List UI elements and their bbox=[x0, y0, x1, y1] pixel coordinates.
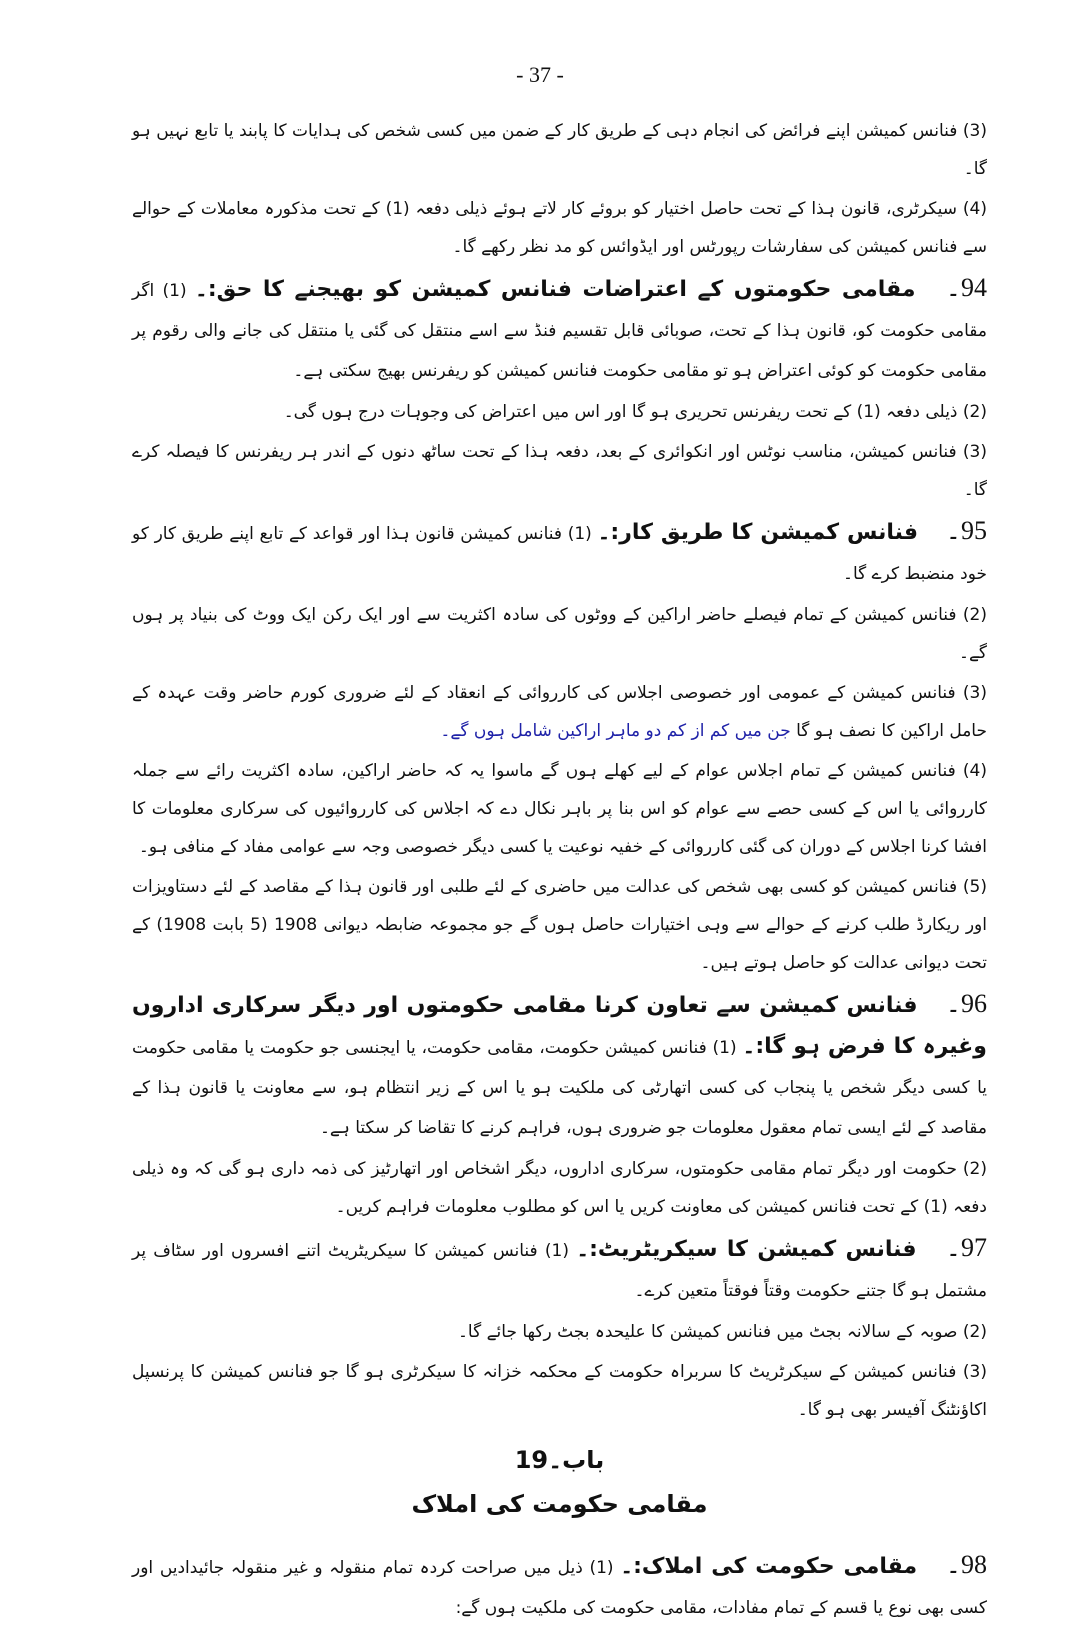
section-97 bbox=[132, 1228, 987, 1311]
clause-95-2: (2) فنانس کمیشن کے تمام فیصلے حاضر اراکین کے ووٹوں کی سادہ اکثریت سے اور ایک رکن ایک ووٹ کی بنیاد پر ہوں گے۔ bbox=[132, 605, 987, 663]
section-title: مقامی حکومتوں کے اعتراضات فنانس کمیشن کو بھیجنے کا حق:۔ bbox=[194, 277, 916, 302]
clause-95-5: (5) فنانس کمیشن کو کسی بھی شخص کی عدالت میں حاضری کے لئے طلبی اور قانون ہذا کے مقاصد کے لئے دستاویزات اور ریکارڈ طلب کرنے کے حوالے سے وہی اختیارات حاصل ہوں گے جو مجموعہ ضابطہ دیوانی 1908 (5 بابت 1908) کے تحت دیوانی عدالت کو حاصل ہوتے ہیں۔ bbox=[132, 877, 987, 973]
clause-93-3: (3) فنانس کمیشن اپنے فرائض کی انجام دہی کے طریق کار کے ضمن میں کسی شخص کی ہدایات کا پابند یا تابع نہیں ہو گا۔ bbox=[132, 121, 987, 179]
section-95 bbox=[132, 511, 987, 594]
section-number: 94۔ bbox=[945, 273, 988, 302]
section-number: 96۔ bbox=[945, 989, 988, 1018]
section-text: (1) اگر مقامی حکومت کو، قانون ہذا کے تحت، صوبائی قابل تقسیم فنڈ سے اسے منتقل کی گئی یا منتقل کی جانے والی رقوم پر مقامی حکومت کو کوئی اعتراض ہو تو مقامی حکومت فنانس کمیشن کو ریفرنس بھیج سکتی ہے۔ bbox=[132, 281, 987, 381]
section-number: 98۔ bbox=[945, 1550, 987, 1579]
page-number: - 37 - bbox=[516, 62, 564, 87]
section-text: (1) فنانس کمیشن حکومت، مقامی حکومت، یا ایجنسی جو حکومت یا مقامی حکومت یا کسی دیگر شخص یا پنجاب کی کسی اتھارٹی کی ملکیت ہو یا اس کے زیر انتظام ہو، سے معاونت یا قانون ہذا کے مقاصد کے لئے ایسی تمام معقول معلومات جو ضروری ہوں، فراہم کرنے کا تقاضا کر سکتا ہے۔ bbox=[132, 1038, 987, 1138]
clause-97-2: (2) صوبہ کے سالانہ بجٹ میں فنانس کمیشن کا علیحدہ بجٹ رکھا جائے گا۔ bbox=[457, 1322, 987, 1342]
section-96 bbox=[132, 984, 987, 1148]
section-94 bbox=[132, 268, 987, 391]
section-number: 97۔ bbox=[945, 1233, 987, 1262]
clause-95-3 bbox=[132, 674, 987, 750]
clause-text: (3) فنانس کمیشن کے عمومی اور خصوصی اجلاس کی کارروائی کے انعقاد کے لئے ضروری کورم حاضر وقت عہدہ کے حامل اراکین کا نصف ہو گا bbox=[132, 683, 987, 741]
document-body bbox=[132, 112, 987, 1630]
clause-95-4: (4) فنانس کمیشن کے تمام اجلاس عوام کے لیے کھلے ہوں گے ماسوا یہ کہ حاضر اراکین، سادہ اکثریت رائے سے جملہ کارروائی یا اس کے کسی حصے سے عوام کو اس بنا پر باہر نکال دے کہ اجلاس کی کارروائیوں کی سرکاری معلومات کا افشا کرنا اجلاس کے دوران کی گئی کارروائی کے خفیہ نوعیت یا کسی دیگر خصوصی وجہ سے عوامی مفاد کے منافی ہو۔ bbox=[132, 761, 987, 857]
section-title: مقامی حکومت کی املاک:۔ bbox=[620, 1554, 918, 1579]
clause-94-2: (2) ذیلی دفعہ (1) کے تحت ریفرنس تحریری ہو گا اور اس میں اعتراض کی وجوہات درج ہوں گی۔ bbox=[283, 402, 987, 422]
amended-text-highlight: جن میں کم از کم دو ماہر اراکین شامل ہوں گے۔ bbox=[440, 721, 791, 741]
section-text: (1) ذیل میں صراحت کردہ تمام منقولہ و غیر منقولہ جائیدادیں اور کسی بھی نوع یا قسم کے تمام مفادات، مقامی حکومت کی ملکیت ہوں گے: bbox=[132, 1558, 987, 1618]
chapter-title: مقامی حکومت کی املاک bbox=[411, 1490, 708, 1518]
clause-93-4: (4) سیکرٹری، قانون ہذا کے تحت حاصل اختیار کو بروئے کار لاتے ہوئے ذیلی دفعہ (1) کے تحت مذکورہ معاملات کے حوالے سے فنانس کمیشن کی سفارشات رپورٹس اور ایڈوائس کو مد نظر رکھے گا۔ bbox=[132, 199, 987, 257]
clause-94-3: (3) فنانس کمیشن، مناسب نوٹس اور انکوائری کے بعد، دفعہ ہذا کے تحت ساٹھ دنوں کے اندر ہر ریفرنس کا فیصلہ کرے گا۔ bbox=[132, 442, 987, 500]
section-text: (1) فنانس کمیشن کا سیکریٹریٹ اتنے افسروں اور سٹاف پر مشتمل ہو گا جتنے حکومت وقتاً فوقتاً متعین کرے۔ bbox=[132, 1241, 987, 1301]
section-98 bbox=[132, 1545, 987, 1628]
section-number: 95۔ bbox=[945, 516, 988, 545]
section-text: (1) فنانس کمیشن قانون ہذا اور قواعد کے تابع اپنے طریق کار کو خود منضبط کرے گا۔ bbox=[132, 524, 987, 584]
section-title: فنانس کمیشن سے تعاون کرنا مقامی حکومتوں اور دیگر سرکاری اداروں وغیرہ کا فرض ہو گا:۔ bbox=[132, 993, 987, 1059]
chapter-heading bbox=[132, 1439, 987, 1527]
section-title: فنانس کمیشن کا سیکریٹریٹ:۔ bbox=[576, 1237, 917, 1262]
section-title: فنانس کمیشن کا طریق کار:۔ bbox=[597, 520, 919, 545]
chapter-number: باب۔19 bbox=[514, 1446, 605, 1474]
clause-97-3: (3) فنانس کمیشن کے سیکرٹریٹ کا سربراہ حکومت کے محکمہ خزانہ کا سیکرٹری ہو گا جو فنانس کمیشن کا پرنسپل اکاؤنٹنگ آفیسر بھی ہو گا۔ bbox=[132, 1362, 987, 1420]
clause-96-2: (2) حکومت اور دیگر تمام مقامی حکومتوں، سرکاری اداروں، دیگر اشخاص اور اتھارٹیز کی ذمہ داری ہو گی کہ وہ ذیلی دفعہ (1) کے تحت فنانس کمیشن کی معاونت کریں یا اس کو مطلوب معلومات فراہم کریں۔ bbox=[132, 1159, 987, 1217]
